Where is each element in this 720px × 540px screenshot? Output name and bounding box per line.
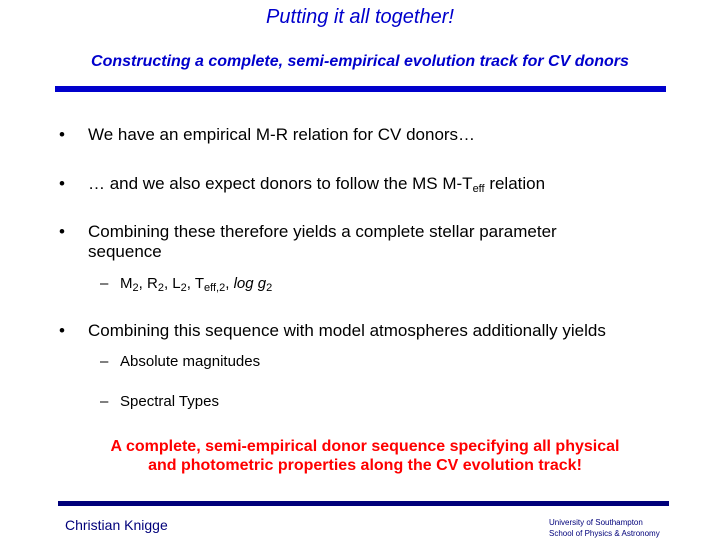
bullet-marker: • [59, 174, 65, 193]
yield-absolute-magnitudes: Absolute magnitudes [120, 353, 261, 370]
bullet-text-mr-relation: We have an empirical M-R relation for CV donors… [88, 125, 476, 144]
footer-author: Christian Knigge [65, 517, 168, 533]
sub-dash: – [100, 275, 109, 292]
top-divider [55, 86, 666, 92]
bottom-divider [58, 501, 669, 506]
conclusion-text: A complete, semi-empirical donor sequence specifying all physical and photometric properties along the CV evolution track! [110, 438, 620, 474]
slide-subtitle: Constructing a complete, semi-empirical evolution track for CV donors [91, 53, 629, 70]
bullet-marker: • [59, 125, 65, 144]
bullet-marker: • [59, 222, 65, 241]
sub-dash: – [100, 393, 109, 410]
bullet-text-model-atmospheres: Combining this sequence with model atmospheres additionally yields [88, 321, 606, 340]
sub-dash: – [100, 353, 109, 370]
slide-title: Putting it all together! [266, 6, 454, 28]
footer-affiliation: University of Southampton School of Physics & Astronomy [549, 518, 660, 538]
bullet-text-parameter-sequence: Combining these therefore yields a complete stellar parameter sequence [88, 222, 557, 261]
yield-spectral-types: Spectral Types [120, 393, 219, 410]
bullet-marker: • [59, 321, 65, 340]
parameter-list: $M_2$, $R_2$, $L_2$, $T_{eff,2}$, $\log g_2$ [120, 275, 273, 294]
bullet-text-ms-relation: … and we also expect donors to follow the MS $M-T_{eff}$ relation [88, 174, 546, 195]
